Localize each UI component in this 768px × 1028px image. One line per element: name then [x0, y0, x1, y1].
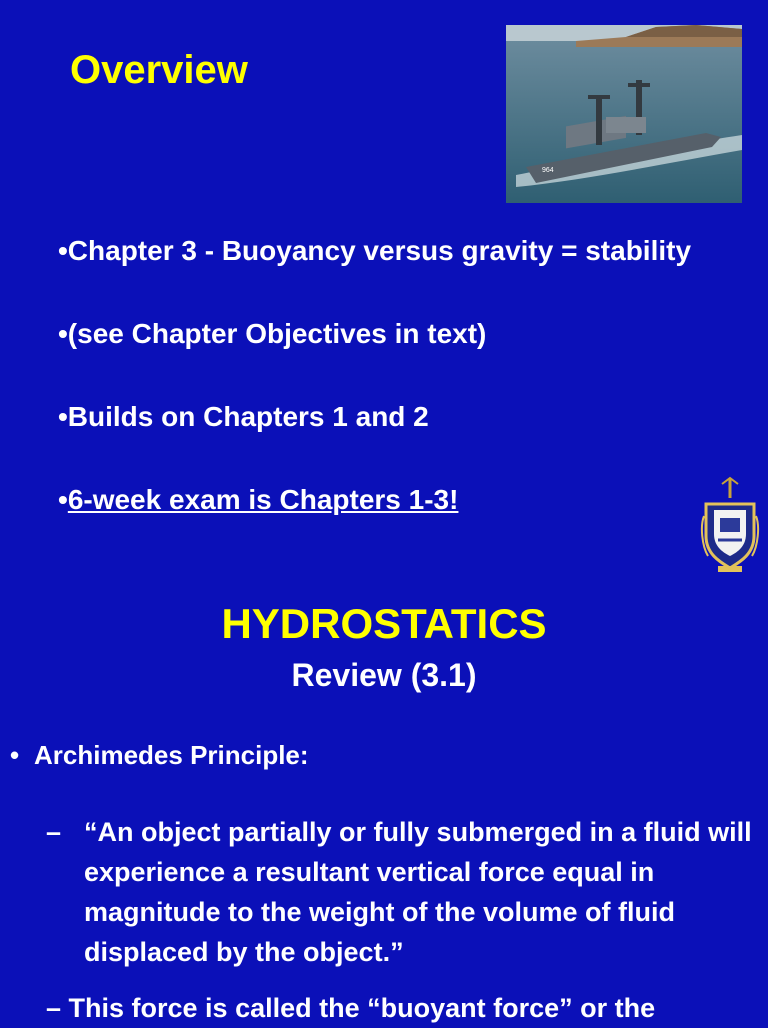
- section-subheading: Review (3.1): [291, 657, 477, 693]
- principle-label: Archimedes Principle:: [34, 740, 309, 770]
- dash-marker: –: [46, 817, 62, 847]
- quote-text: “An object partially or fully submerged in a fluid will experience a resultant vertical force equal in magnitude to the weight of the volume of fluid displaced by the object.”: [84, 817, 752, 967]
- exam-note-link[interactable]: 6-week exam is Chapters 1-3!: [67, 484, 459, 515]
- principle-point: [10, 740, 309, 771]
- section-heading: HYDROSTATICS: [221, 600, 547, 647]
- hull-number: 964: [542, 167, 554, 174]
- bullet-item: •Builds on Chapters 1 and 2: [58, 401, 429, 432]
- bullet-item: [58, 481, 718, 519]
- bullet-marker: •: [10, 740, 20, 770]
- naval-academy-crest-icon: [700, 476, 760, 576]
- slide-title: Overview: [70, 48, 248, 92]
- bullet-item: •Chapter 3 - Buoyancy versus gravity = stability: [58, 235, 692, 266]
- warship-photo: [506, 25, 742, 203]
- principle-quote: [46, 812, 766, 972]
- bullet-list: [58, 232, 718, 564]
- bullet-marker: •: [58, 484, 68, 515]
- bullet-item: •(see Chapter Objectives in text): [58, 318, 487, 349]
- buoyant-force-line: – This force is called the “buoyant force” or the: [46, 993, 656, 1023]
